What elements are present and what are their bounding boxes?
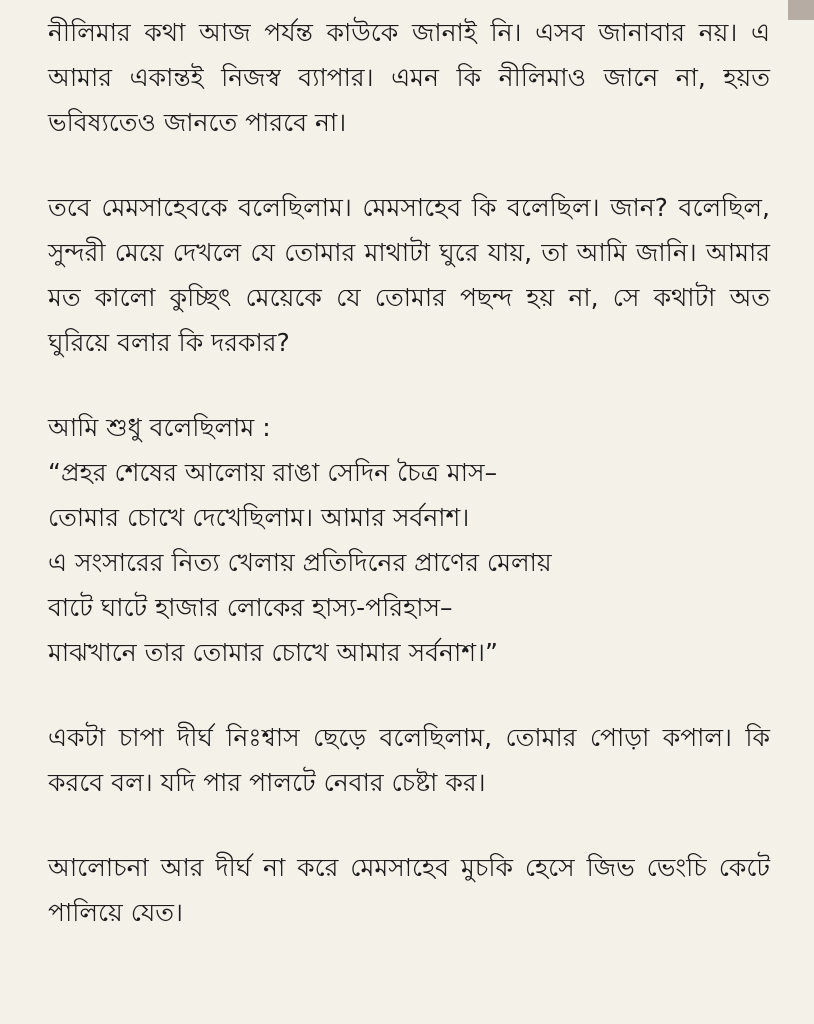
paragraph-sigh: একটা চাপা দীর্ঘ নিঃশ্বাস ছেড়ে বলেছিলাম, তোমার পোড়া কপাল। কি করবে বল। যদি পার পালটে নেবার চেষ্টা কর। <box>48 723 770 797</box>
paragraph-memsaheb: তবে মেমসাহেবকে বলেছিলাম। মেমসাহেব কি বলেছিল। জান? বলেছিল, সুন্দরী মেয়ে দেখলে যে তোমার মাথাটা ঘুরে যায়, তা আমি জানি। আমার মত কালো কুচ্ছিৎ মেয়েকে যে তোমার পছন্দ হয় না, সে কথাটা অত ঘুরিয়ে বলার কি দরকার? <box>48 193 770 357</box>
paragraph-gap <box>48 675 770 715</box>
poem-line: মাঝখানে তার তোমার চোখে আমার সর্বনাশ।” <box>48 638 498 667</box>
corner-thumbnail <box>788 0 814 20</box>
paragraph-gap <box>48 145 770 185</box>
poem-line: এ সংসারের নিত্য খেলায় প্রতিদিনের প্রাণের মেলায় <box>48 548 552 577</box>
page-text <box>48 10 770 935</box>
paragraph-gap <box>48 365 770 405</box>
poem-block <box>48 405 770 675</box>
paragraph-gap <box>48 805 770 845</box>
poem-line: তোমার চোখে দেখেছিলাম। আমার সর্বনাশ। <box>48 503 470 532</box>
paragraph-ending: আলোচনা আর দীর্ঘ না করে মেমসাহেব মুচকি হেসে জিভ ভেংচি কেটে পালিয়ে যেত। <box>48 853 770 927</box>
poem-intro: আমি শুধু বলেছিলাম : <box>48 413 271 442</box>
paragraph-nilima: নীলিমার কথা আজ পর্যন্ত কাউকে জানাই নি। এসব জানাবার নয়। এ আমার একান্তই নিজস্ব ব্যাপার। এমন কি নীলিমাও জানে না, হয়ত ভবিষ্যতেও জানতে পারবে না। <box>48 18 770 137</box>
poem-line: বাটে ঘাটে হাজার লোকের হাস্য-পরিহাস– <box>48 593 453 622</box>
poem-line: “প্রহর শেষের আলোয় রাঙা সেদিন চৈত্র মাস– <box>48 458 498 487</box>
